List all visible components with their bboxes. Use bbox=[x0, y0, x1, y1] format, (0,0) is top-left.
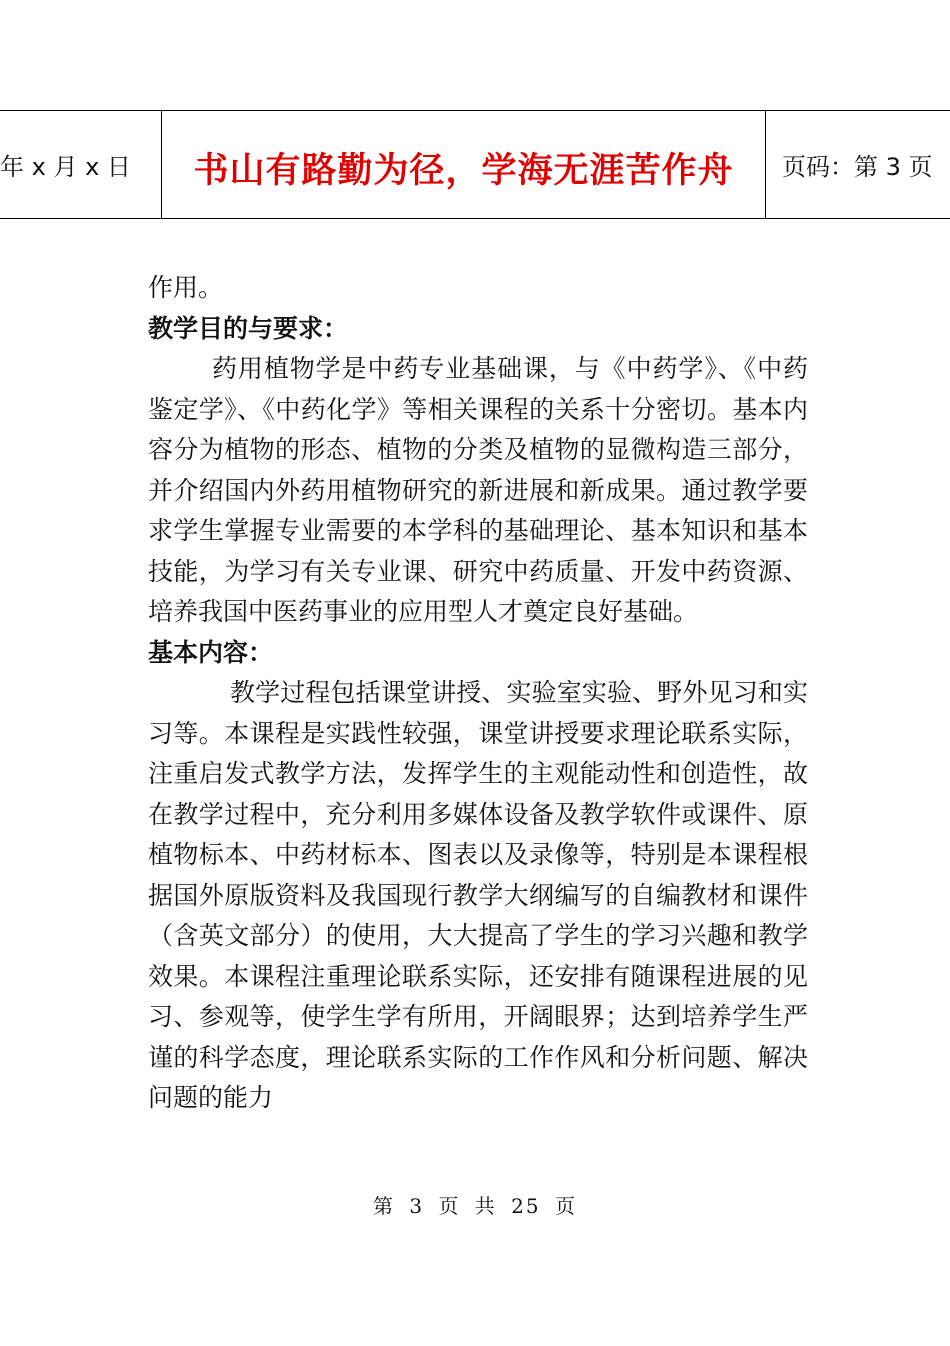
section-paragraph-content: 教学过程包括课堂讲授、实验室实验、野外见习和实习等。本课程是实践性较强，课堂讲授要求理论联系实际，注重启发式教学方法，发挥学生的主观能动性和创造性，故在教学过程中，充分利用多媒体设备及教学软件或课件、原植物标本、中药材标本、图表以及录像等，特别是本课程根据国外原版资料及我国现行教学大纲编写的自编教材和课件（含英文部分）的使用，大大提高了学生的学习兴趣和教学效果。本课程注重理论联系实际，还安排有随课程进展的见习、参观等，使学生学有所用，开阔眼界；达到培养学生严谨的科学态度，理论联系实际的工作作风和分析问题、解决问题的能力 bbox=[148, 678, 808, 1112]
intro-line: 作用。 bbox=[148, 273, 224, 302]
header-motto: 书山有路勤为径，学海无涯苦作舟 bbox=[162, 111, 766, 218]
page-footer: 第 3 页 共 25 页 bbox=[373, 1194, 577, 1218]
section-paragraph-objectives: 药用植物学是中药专业基础课，与《中药学》、《中药鉴定学》、《中药化学》等相关课程的关系十分密切。基本内容分为植物的形态、植物的分类及植物的显微构造三部分，并介绍国内外药用植物研究的新进展和新成果。通过教学要求学生掌握专业需要的本学科的基础理论、基本知识和基本技能，为学习有关专业课、研究中药质量、开发中药资源、培养我国中医药事业的应用型人才奠定良好基础。 bbox=[148, 354, 808, 626]
header-date: 年 x 月 x 日 bbox=[0, 111, 162, 218]
document-body bbox=[148, 268, 808, 1119]
header-page-number: 页码：第 3 页 bbox=[782, 153, 933, 181]
section-heading-content: 基本内容： bbox=[148, 637, 274, 667]
section-heading-objectives: 教学目的与要求： bbox=[148, 313, 349, 343]
document-header bbox=[0, 110, 950, 219]
